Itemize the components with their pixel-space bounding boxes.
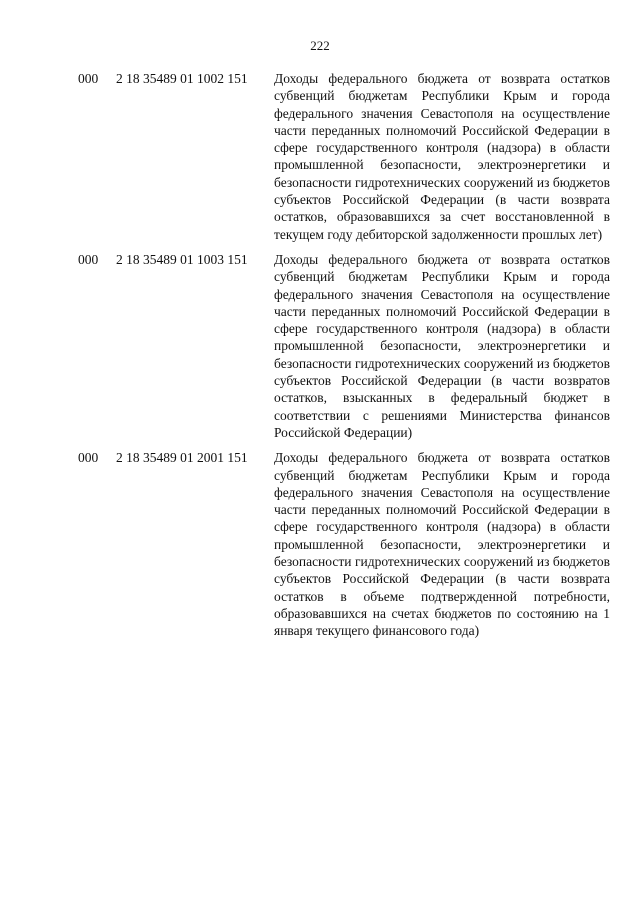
admin-code: 000 <box>78 251 99 267</box>
budget-classification-code: 2 18 35489 01 1003 151 <box>116 251 248 267</box>
admin-code: 000 <box>78 71 99 86</box>
table-row <box>0 251 640 441</box>
income-description: Доходы федерального бюджета от возврата остатков субвенций бюджетам Республики Крым и города федерального значения Севастополя на осуществление части переданных полномочий Российской Федерации в сфере государственного контроля (надзора) в области промышленной безопасности, электроэнергетики и безопасности гидротехнических сооружений из бюджетов субъектов Российской Федерации (в части возвратов остатков, взысканных в федеральный бюджет в соответствии с решениями Министерства финансов Российской Федерации) <box>274 251 610 440</box>
table-row <box>0 449 640 639</box>
income-description: Доходы федерального бюджета от возврата остатков субвенций бюджетам Республики Крым и города федерального значения Севастополя на осуществление части переданных полномочий Российской Федерации в сфере государственного контроля (надзора) в области промышленной безопасности, электроэнергетики и безопасности гидротехнических сооружений из бюджетов субъектов Российской Федерации (в части возврата остатков, образовавшихся за счет восстановленной в текущем году дебиторской задолженности прошлых лет) <box>274 71 610 242</box>
admin-code: 000 <box>78 450 99 466</box>
budget-classification-code: 2 18 35489 01 1002 151 <box>116 71 248 86</box>
page-number: 222 <box>310 38 330 53</box>
income-description: Доходы федерального бюджета от возврата остатков субвенций бюджетам Республики Крым и города федерального значения Севастополя на осуществление части переданных полномочий Российской Федерации в сфере государственного контроля (надзора) в области промышленной безопасности, электроэнергетики и безопасности гидротехнических сооружений из бюджетов субъектов Российской Федерации (в части возврата остатков в объеме подтвержденной потребности, образовавшихся на счетах бюджетов по состоянию на 1 января текущего финансового года) <box>274 450 610 639</box>
budget-classification-code: 2 18 35489 01 2001 151 <box>116 450 248 466</box>
table-row <box>0 70 640 243</box>
budget-code-table <box>0 70 640 648</box>
